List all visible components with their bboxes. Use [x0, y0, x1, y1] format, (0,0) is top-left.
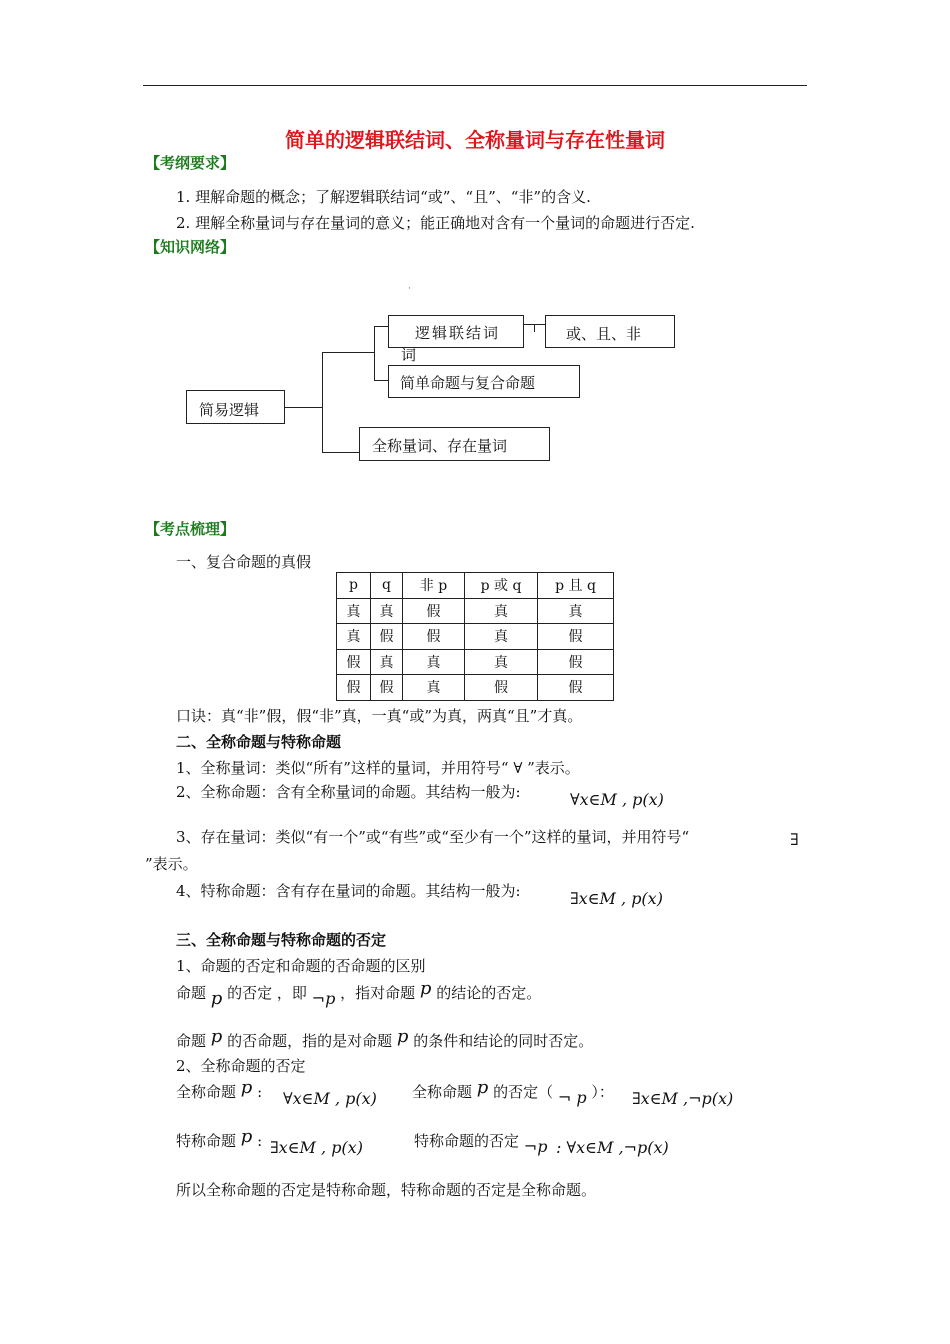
connector	[374, 326, 375, 380]
var-not-p: ¬p	[523, 1137, 548, 1156]
page-title: 简单的逻辑联结词、全称量词与存在性量词	[285, 128, 665, 152]
top-rule	[143, 85, 807, 86]
text: 的结论的否定。	[436, 984, 542, 1002]
table-cell: 真	[403, 675, 465, 701]
part3-item-2: 2、全称命题的否定	[176, 1057, 306, 1075]
table-cell: 假	[371, 624, 403, 650]
table-cell: 假	[538, 624, 614, 650]
part2-item-2: 2、全称命题：含有全称量词的命题。其结构一般为:	[176, 783, 521, 801]
table-cell: 假	[403, 598, 465, 624]
table-cell: 假	[538, 675, 614, 701]
var-p: p	[210, 988, 223, 1009]
universal-negation-formula: ∃x∈M ,¬p(x)	[632, 1089, 734, 1108]
universal-negation	[412, 1077, 614, 1107]
table-row	[337, 624, 614, 650]
existential-negation-formula: : ∀x∈M ,¬p(x)	[556, 1138, 669, 1157]
table-row	[337, 649, 614, 675]
var-p: p	[396, 1026, 409, 1047]
text: 全称命题	[176, 1083, 237, 1101]
text: 命题	[176, 1032, 207, 1050]
section-requirements: 【考纲要求】	[145, 154, 236, 172]
table-cell: 真	[403, 649, 465, 675]
text: 特称命题的否定	[414, 1132, 520, 1150]
diagram-quantifiers-box	[359, 427, 550, 461]
section-knowledge-network: 【知识网络】	[145, 238, 236, 256]
diagram-quantifiers-label: 全称量词、存在量词	[372, 437, 508, 455]
part2-item-3: 3、存在量词：类似“有一个”或“有些”或“至少有一个”这样的量词，并用符号“	[176, 828, 690, 846]
exists-symbol: ∃	[790, 830, 799, 849]
stray-mark: ·	[408, 284, 411, 294]
existential-formula: ∃x∈M , p(x)	[570, 889, 663, 908]
conclusion-text: 所以全称命题的否定是特称命题，特称命题的否定是全称命题。	[176, 1181, 597, 1199]
part2-item-4: 4、特称命题：含有存在量词的命题。其结构一般为:	[176, 882, 521, 900]
diagram-connectives-box	[388, 315, 524, 364]
diagram-root-box	[186, 390, 285, 424]
text: :	[257, 1083, 263, 1101]
text: 的否定 ，即	[227, 984, 307, 1002]
connector	[374, 326, 388, 327]
universal-proposition-formula: ∀x∈M , p(x)	[283, 1089, 377, 1108]
inverse-definition	[176, 1026, 594, 1051]
table-cell: 真	[465, 649, 538, 675]
table-header-cell: q	[371, 573, 403, 599]
var-p: p	[240, 1077, 253, 1098]
table-cell: 真	[465, 624, 538, 650]
diagram-connectives-overflow: 词	[401, 346, 417, 364]
connector	[322, 352, 323, 452]
table-cell: 假	[465, 675, 538, 701]
text: 特称命题	[176, 1132, 237, 1150]
text: 的否定（	[493, 1083, 554, 1101]
diagram-simple-compound-label: 简单命题与复合命题	[400, 374, 536, 392]
table-cell: 真	[371, 598, 403, 624]
connector	[285, 407, 322, 408]
table-cell: 假	[371, 675, 403, 701]
connector	[322, 352, 375, 353]
part1-heading: 一、复合命题的真假	[176, 553, 312, 571]
table-cell: 真	[337, 624, 371, 650]
var-p: p	[210, 1026, 223, 1047]
connector	[322, 452, 359, 453]
existential-proposition-formula: ∃x∈M , p(x)	[270, 1138, 363, 1157]
table-row	[337, 598, 614, 624]
var-not-p: ¬ p	[557, 1088, 587, 1107]
requirement-item-1: 1. 理解命题的概念；了解逻辑联结词“或”、“且”、“非”的含义.	[176, 188, 591, 206]
table-cell: 真	[465, 598, 538, 624]
part2-item-1: 1、全称量词：类似“所有”这样的量词，并用符号“ ∀ ”表示。	[176, 759, 580, 777]
text: 命题	[176, 984, 207, 1002]
universal-proposition	[176, 1077, 263, 1102]
table-header-cell: p	[337, 573, 371, 599]
var-p: p	[240, 1126, 253, 1147]
table-cell: 假	[403, 624, 465, 650]
text: 的条件和结论的同时否定。	[413, 1032, 594, 1050]
part3-heading: 三、全称命题与特称命题的否定	[176, 931, 387, 949]
var-p: p	[419, 978, 432, 999]
mnemonic-text: 口诀：真“非”假，假“非”真，一真“或”为真，两真“且”才真。	[176, 707, 583, 725]
table-header-cell: p 或 q	[465, 573, 538, 599]
text: ，指对命题	[340, 984, 416, 1002]
universal-formula: ∀x∈M , p(x)	[570, 790, 664, 809]
table-cell: 真	[538, 598, 614, 624]
diagram-connectives-detail: 或、且、非	[566, 325, 642, 343]
table-cell: 假	[337, 649, 371, 675]
connector	[374, 380, 388, 381]
table-header-cell: 非 p	[403, 573, 465, 599]
var-p: p	[476, 1077, 489, 1098]
table-cell: 假	[538, 649, 614, 675]
text: 的否命题，指的是对命题	[227, 1032, 393, 1050]
table-cell: 假	[337, 675, 371, 701]
table-cell: 真	[371, 649, 403, 675]
part2-item-3-cont: ”表示。	[145, 855, 198, 873]
negation-definition	[176, 978, 542, 1009]
part3-item-1: 1、命题的否定和命题的否命题的区别	[176, 957, 426, 975]
part2-heading: 二、全称命题与特称命题	[176, 733, 342, 751]
section-key-points: 【考点梳理】	[145, 520, 236, 538]
table-header-cell: p 且 q	[538, 573, 614, 599]
text: 全称命题	[412, 1083, 473, 1101]
text: :	[257, 1132, 263, 1150]
existential-negation	[414, 1130, 548, 1156]
diagram-simple-compound-box	[388, 365, 580, 398]
truth-table	[336, 572, 614, 701]
truth-table-header-row	[337, 573, 614, 599]
diagram-connectives-label: 逻辑联结词	[415, 324, 501, 342]
diagram-root-label: 简易逻辑	[199, 401, 260, 419]
text: ）：	[591, 1083, 614, 1101]
diagram-connectives-detail-box	[545, 315, 675, 348]
table-row	[337, 675, 614, 701]
requirement-item-2: 2. 理解全称量词与存在量词的意义；能正确地对含有一个量词的命题进行否定.	[176, 214, 695, 232]
connector	[534, 324, 535, 332]
var-not-p: ¬p	[311, 989, 336, 1008]
table-cell: 真	[337, 598, 371, 624]
existential-proposition	[176, 1126, 263, 1151]
